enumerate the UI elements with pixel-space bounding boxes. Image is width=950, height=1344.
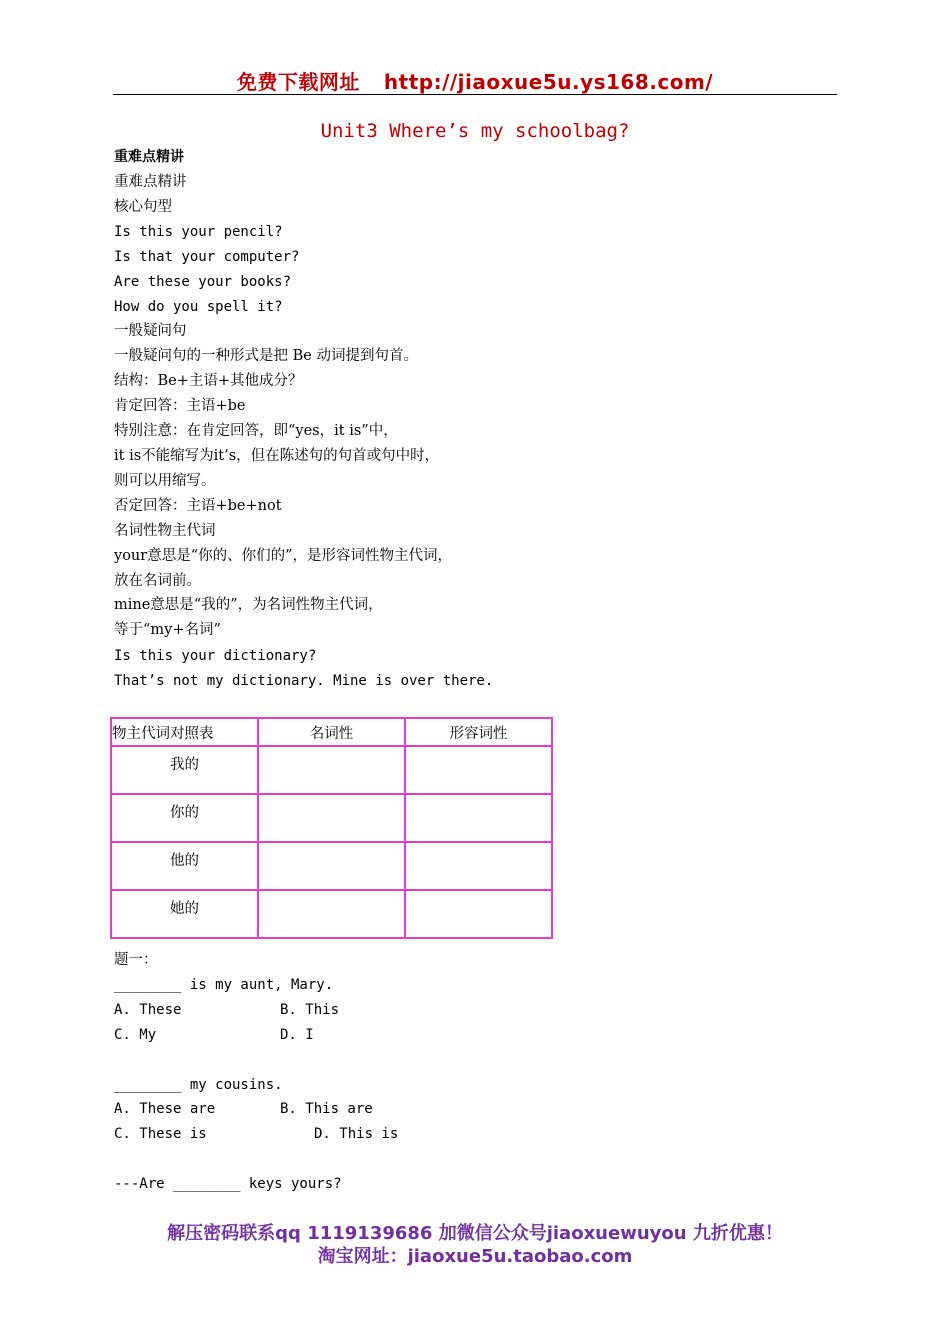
text-line: 核心句型 xyxy=(114,199,172,215)
footer-shop-url[interactable]: 淘宝网址：jiaoxue5u.taobao.com xyxy=(317,1246,633,1267)
row-label: 她的 xyxy=(170,901,199,917)
text-line: 一般疑问句的一种形式是把 Be 动词提到句首。 xyxy=(114,348,418,364)
table-cell xyxy=(405,890,552,938)
option-b: B. This xyxy=(280,1002,340,1018)
option-a: A. These are xyxy=(114,1101,216,1117)
table-cell xyxy=(111,842,258,890)
table-cell xyxy=(405,746,552,794)
row-label: 他的 xyxy=(170,853,199,869)
text-line: mine意思是“我的”，为名词性物主代词， xyxy=(114,597,383,613)
table-row xyxy=(111,746,552,794)
table-cell xyxy=(405,794,552,842)
table-row xyxy=(111,842,552,890)
text-line: Is that your computer? xyxy=(114,249,300,265)
text-line: it is不能缩写为it’s，但在陈述句的句首或句中时， xyxy=(114,448,440,464)
row-label: 我的 xyxy=(170,757,199,773)
table-header-cell: 形容词性 xyxy=(405,718,552,746)
table-header-row xyxy=(111,718,552,746)
exercise-label: 题一： xyxy=(114,952,158,968)
text-line: 放在名词前。 xyxy=(114,573,201,589)
text-line: Is this your pencil? xyxy=(114,224,283,240)
table-cell xyxy=(405,842,552,890)
text-line: 结构：Be+主语+其他成分？ xyxy=(114,373,303,389)
page-header xyxy=(0,66,950,95)
table-cell xyxy=(258,746,405,794)
header-label: 免费下载网址 xyxy=(236,70,360,94)
table-cell xyxy=(258,794,405,842)
table-header-cell: 名词性 xyxy=(258,718,405,746)
text-line: 则可以用缩写。 xyxy=(114,473,216,489)
question-3: ---Are ________ keys yours? xyxy=(114,1176,342,1192)
header-url[interactable]: http://jiaoxue5u.ys168.com/ xyxy=(383,70,714,94)
text-line: 特别注意：在肯定回答，即“yes，it is”中， xyxy=(114,423,398,439)
text-line: Are these your books? xyxy=(114,274,292,290)
text-line: That’s not my dictionary. Mine is over there. xyxy=(114,673,494,689)
text-line: 否定回答：主语+be+not xyxy=(114,498,282,514)
footer-contact: 解压密码联系qq 1119139686 加微信公众号jiaoxuewuyou 九折优惠！ xyxy=(167,1223,783,1244)
table-header-cell: 物主代词对照表 xyxy=(111,718,258,746)
option-c: C. My xyxy=(114,1027,157,1043)
table-cell xyxy=(111,890,258,938)
section-heading: 重难点精讲 xyxy=(114,149,184,165)
text-line: your意思是“你的、你们的”，是形容词性物主代词， xyxy=(114,548,453,564)
question-1: ________ is my aunt, Mary. xyxy=(114,977,334,993)
header-divider xyxy=(113,94,837,95)
table-row xyxy=(111,794,552,842)
page-title: Unit3 Where’s my schoolbag? xyxy=(320,120,630,142)
question-2: ________ my cousins. xyxy=(114,1077,283,1093)
pronoun-table xyxy=(110,717,553,939)
text-line: 一般疑问句 xyxy=(114,323,187,339)
text-line: Is this your dictionary? xyxy=(114,648,317,664)
text-line: 肯定回答：主语+be xyxy=(114,398,246,414)
table-cell xyxy=(111,794,258,842)
text-line: 名词性物主代词 xyxy=(114,523,216,539)
text-line: 等于“my+名词” xyxy=(114,622,221,638)
option-d: D. This is xyxy=(314,1126,399,1142)
text-line: How do you spell it? xyxy=(114,299,283,315)
table-cell xyxy=(258,842,405,890)
option-d: D. I xyxy=(280,1027,314,1043)
option-a: A. These xyxy=(114,1002,182,1018)
option-c: C. These is xyxy=(114,1126,207,1142)
text-line: 重难点精讲 xyxy=(114,174,187,190)
table-cell xyxy=(258,890,405,938)
table-cell xyxy=(111,746,258,794)
row-label: 你的 xyxy=(170,805,199,821)
option-b: B. This are xyxy=(280,1101,373,1117)
table-row xyxy=(111,890,552,938)
